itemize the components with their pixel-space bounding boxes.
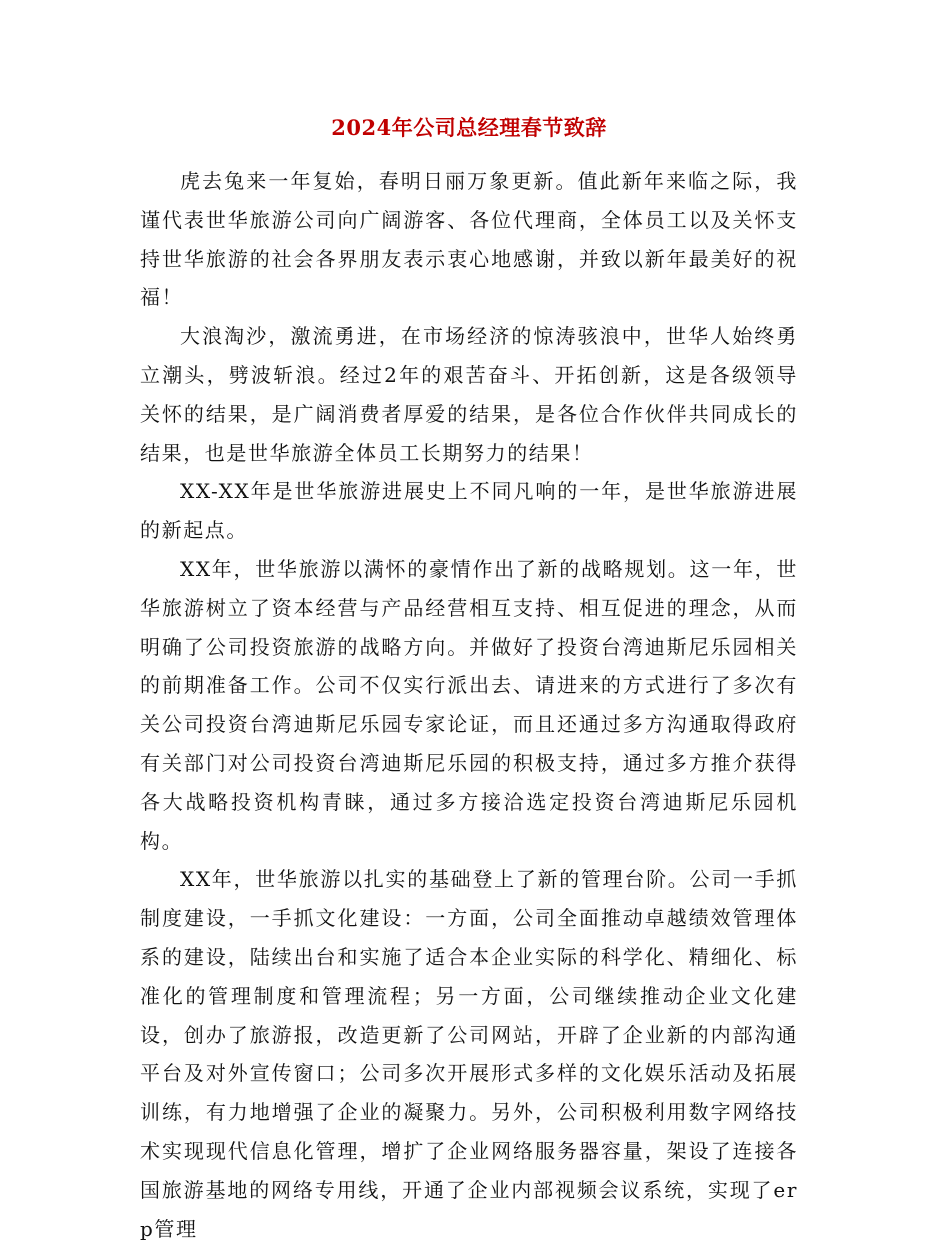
document-title: 2024年公司总经理春节致辞 xyxy=(331,115,607,140)
paragraph-greeting: 虎去兔来一年复始，春明日丽万象更新。值此新年来临之际，我谨代表世华旅游公司向广阔游客、各位代理商，全体员工以及关怀支持世华旅游的社会各界朋友表示衷心地感谢，并致以新年最美好的祝福！ xyxy=(140,169,798,310)
paragraph-achievements: 大浪淘沙，激流勇进，在市场经济的惊涛骇浪中，世华人始终勇立潮头，劈波斩浪。经过2年的艰苦奋斗、开拓创新，这是各级领导关怀的结果，是广阔消费者厚爱的结果，是各位合作伙伴共同成长的结果，也是世华旅游全体员工长期努力的结果！ xyxy=(140,324,798,465)
paragraph-milestone: XX-XX年是世华旅游进展史上不同凡响的一年，是世华旅游进展的新起点。 xyxy=(140,479,798,543)
paragraph-management: XX年，世华旅游以扎实的基础登上了新的管理台阶。公司一手抓制度建设，一手抓文化建设：一方面，公司全面推动卓越绩效管理体系的建设，陆续出台和实施了适合本企业实际的科学化、精细化、标准化的管理制度和管理流程；另一方面，公司继续推动企业文化建设，创办了旅游报，改造更新了公司网站，开辟了企业新的内部沟通平台及对外宣传窗口；公司多次开展形式多样的文化娱乐活动及拓展训练，有力地增强了企业的凝聚力。另外，公司积极利用数字网络技术实现现代信息化管理，增扩了企业网络服务器容量，架设了连接各国旅游基地的网络专用线，开通了企业内部视频会议系统，实现了erp管理 xyxy=(140,867,798,1241)
paragraph-strategy: XX年，世华旅游以满怀的豪情作出了新的战略规划。这一年，世华旅游树立了资本经营与产品经营相互支持、相互促进的理念，从而明确了公司投资旅游的战略方向。并做好了投资台湾迪斯尼乐园相关的前期准备工作。公司不仅实行派出去、请进来的方式进行了多次有关公司投资台湾迪斯尼乐园专家论证，而且还通过多方沟通取得政府有关部门对公司投资台湾迪斯尼乐园的积极支持，通过多方推介获得各大战略投资机构青睐，通过多方接洽选定投资台湾迪斯尼乐园机构。 xyxy=(140,556,798,853)
